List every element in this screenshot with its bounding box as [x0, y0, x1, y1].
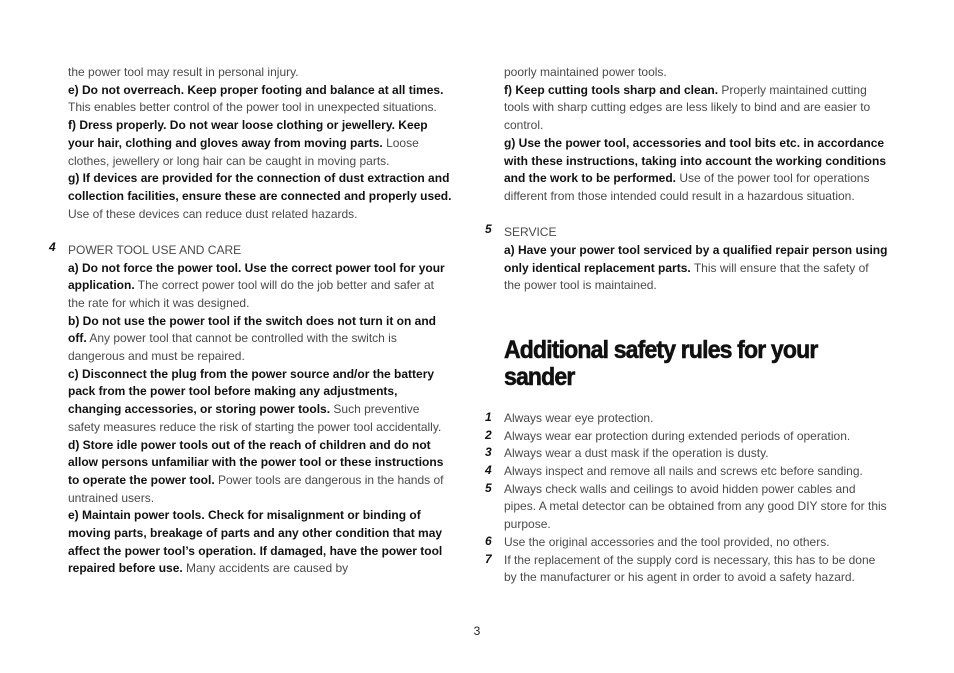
item-g-dust: g) If devices are provided for the connection of dust extraction and collection facilities, ensure these are connected and properly used. Use of these devices can reduce dust related hazards.: [68, 171, 452, 221]
item-a-service: a) Have your power tool serviced by a qualified repair person using only identical replacement parts. This will ensure that the safety of the power tool is maintained.: [504, 242, 888, 293]
item-c: c) Disconnect the plug from the power source and/or the battery pack from the power tool before making any adjustments, changing accessories, or storing power tools. Such preventive safety measures reduce the risk of starting the power tool accidentally.: [68, 366, 442, 434]
item-f-cutting: f) Keep cutting tools sharp and clean. Properly maintained cutting tools with sharp cutting edges are less likely to bind and are easier to control.: [504, 82, 871, 133]
item-d: d) Store idle power tools out of the reach of children and do not allow persons unfamiliar with the power tool or these instructions to operate the power tool. Power tools are dangerous in the hands of untrained users.: [68, 437, 444, 505]
right-column: [485, 64, 888, 587]
left-column: [49, 64, 453, 578]
list-item: 5 Always check walls and ceilings to avoid hidden power cables and pipes. A metal detector can be obtained from any good DIY store for this purpose.: [485, 480, 887, 532]
item-g-accessories: g) Use the power tool, accessories and tool bits etc. in accordance with these instructions, taking into account the working conditions and the work to be performed. Use of the power tool for operations different from those intended could result in a hazardous situation.: [504, 135, 887, 203]
item-a: a) Do not force the power tool. Use the correct power tool for your application. The correct power tool will do the job better and safer at the rate for which it was designed.: [68, 260, 445, 310]
section-number: 5: [485, 222, 492, 237]
section-service: [485, 222, 888, 295]
right-intro: poorly maintained power tools.: [504, 65, 667, 79]
item-e: e) Maintain power tools. Check for misalignment or binding of moving parts, breakage of parts and any other condition that may affect the power tool’s operation. If damaged, have the power tool repaired before use. Many accidents are caused by: [68, 508, 443, 576]
section-title: SERVICE: [504, 225, 557, 240]
section-power-tool-use: [49, 239, 453, 578]
list-item: 1 Always wear eye protection.: [485, 409, 654, 425]
list-item: 7 If the replacement of the supply cord is necessary, this has to be done by the manufacturer or his agent in order to avoid a safety hazard.: [485, 551, 876, 585]
list-item: 6 Use the original accessories and the tool provided, no others.: [485, 533, 830, 549]
list-item: 4 Always inspect and remove all nails and screws etc before sanding.: [485, 463, 863, 479]
section-title: POWER TOOL USE AND CARE: [68, 242, 242, 257]
item-e-footing: e) Do not overreach. Keep proper footing and balance at all times. This enables better control of the power tool in unexpected situations.: [68, 82, 444, 115]
section-number: 4: [49, 239, 56, 254]
left-intro: the power tool may result in personal injury.: [68, 65, 299, 79]
sander-rules-heading: Additional safety rules for your sander: [504, 335, 818, 391]
item-b: b) Do not use the power tool if the switch does not turn it on and off. Any power tool that cannot be controlled with the switch is dangerous and must be repaired.: [68, 313, 436, 364]
list-item: 3 Always wear a dust mask if the operation is dusty.: [485, 445, 769, 461]
item-f-dress: f) Dress properly. Do not wear loose clothing or jewellery. Keep your hair, clothing and gloves away from moving parts. Loose clothes, jewellery or long hair can be caught in moving parts.: [68, 118, 428, 168]
list-item: 2 Always wear ear protection during extended periods of operation.: [485, 427, 851, 443]
sander-rules-list: [485, 409, 888, 587]
page-number: 3: [473, 624, 481, 638]
